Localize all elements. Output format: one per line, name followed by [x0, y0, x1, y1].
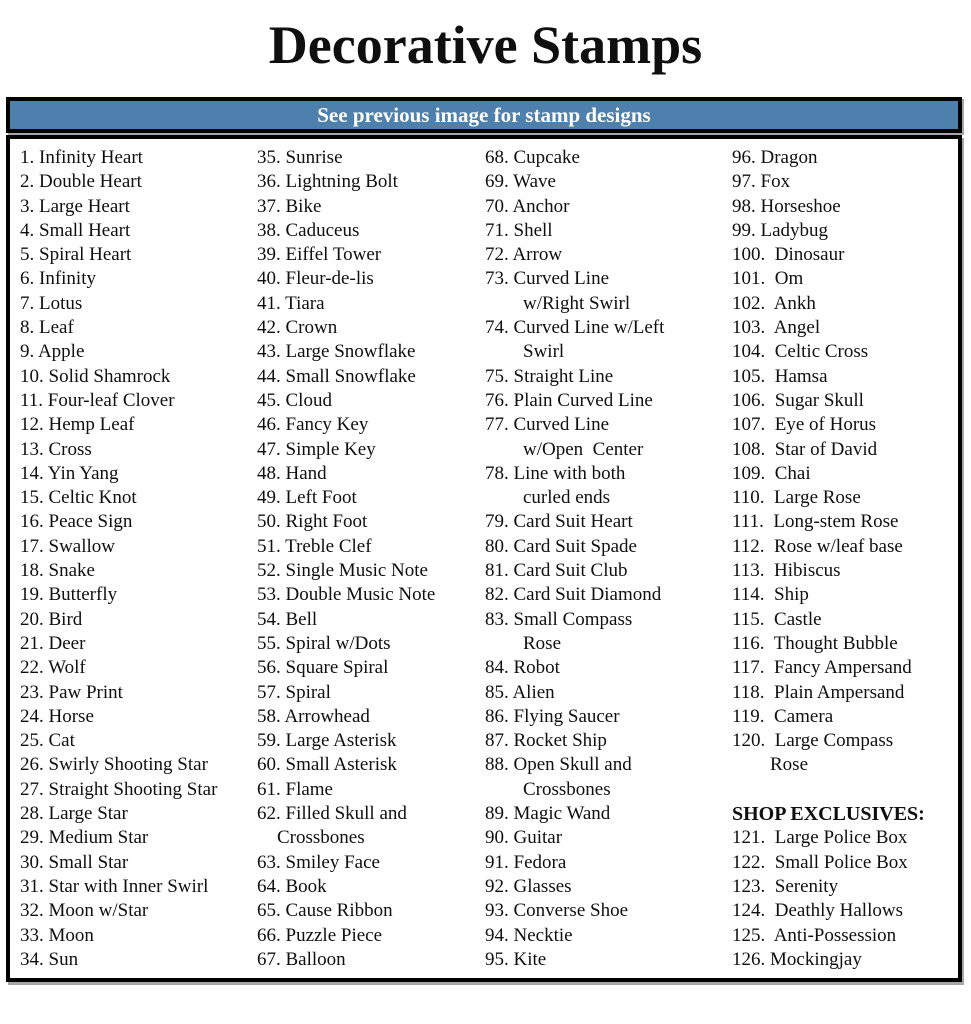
stamp-item-text: 11. Four-leaf Clover — [20, 389, 175, 411]
stamp-item-text: 53. Double Music Note — [257, 584, 436, 606]
stamp-item-text — [732, 778, 958, 802]
stamp-item — [257, 146, 485, 170]
stamp-item-continuation: Crossbones — [523, 778, 611, 800]
stamp-item-text: 68. Cupcake — [485, 147, 580, 168]
banner-text: See previous image for stamp designs — [317, 103, 651, 127]
stamp-item-text: 32. Moon w/Star — [20, 900, 149, 922]
stamp-item — [732, 243, 958, 267]
stamp-item — [485, 195, 732, 219]
stamp-item-text: 29. Medium Star — [20, 827, 149, 849]
stamp-item — [20, 389, 257, 413]
stamp-item — [20, 340, 257, 364]
stamp-item-text: 94. Necktie — [485, 924, 573, 946]
stamp-item-text: 18. Snake — [20, 560, 95, 582]
stamp-item — [485, 413, 732, 462]
stamp-item — [20, 413, 257, 437]
stamp-item — [20, 195, 257, 219]
stamp-item — [257, 753, 485, 777]
stamp-column-1 — [20, 146, 257, 972]
stamp-item-text: 75. Straight Line — [485, 365, 614, 387]
stamp-item-text: 7. Lotus — [20, 292, 83, 314]
stamp-item-text: 44. Small Snowflake — [257, 365, 416, 387]
stamp-item — [732, 608, 958, 632]
stamp-item-text: 23. Paw Print — [20, 681, 123, 703]
stamp-item — [257, 608, 485, 632]
stamp-item — [20, 438, 257, 462]
stamp-item-text: 4. Small Heart — [20, 219, 131, 241]
stamp-item-text: 35. Sunrise — [257, 147, 343, 168]
stamp-item — [485, 875, 732, 899]
stamp-item-text: 123. Serenity — [732, 875, 839, 897]
stamp-item-text: 34. Sun — [20, 948, 79, 970]
stamp-item — [732, 948, 958, 972]
stamp-item-text: 110. Large Rose — [732, 487, 861, 509]
stamp-item — [257, 875, 485, 899]
stamp-item — [732, 899, 958, 923]
stamp-item-text: 121. Large Police Box — [732, 827, 908, 849]
stamp-item-text: 22. Wolf — [20, 657, 86, 679]
stamp-item — [20, 608, 257, 632]
stamp-item — [485, 389, 732, 413]
stamp-item-text: 45. Cloud — [257, 389, 332, 411]
stamp-item-text: SHOP EXCLUSIVES: — [732, 803, 925, 826]
stamp-item — [20, 170, 257, 194]
stamp-item — [20, 875, 257, 899]
stamp-item — [20, 948, 257, 972]
stamp-item — [20, 778, 257, 802]
stamp-item — [485, 826, 732, 850]
stamp-item — [257, 462, 485, 486]
stamp-item — [732, 389, 958, 413]
stamp-item-text: 81. Card Suit Club — [485, 560, 628, 582]
stamp-item-text: 73. Curved Line — [485, 268, 610, 290]
banner — [6, 97, 962, 133]
stamp-item — [732, 851, 958, 875]
stamp-item-text: 82. Card Suit Diamond — [485, 584, 662, 606]
stamp-item — [257, 559, 485, 583]
stamp-item — [20, 146, 257, 170]
stamp-item-text: 125. Anti-Possession — [732, 924, 897, 946]
stamp-item — [20, 365, 257, 389]
stamp-item-text: 103. Angel — [732, 317, 821, 339]
stamp-item — [20, 243, 257, 267]
stamp-item — [257, 899, 485, 923]
stamp-item-text: 54. Bell — [257, 608, 318, 630]
stamp-item — [20, 899, 257, 923]
stamp-item-text: 63. Smiley Face — [257, 851, 380, 873]
stamp-item-text: 72. Arrow — [485, 244, 563, 266]
stamp-item — [257, 365, 485, 389]
stamp-item-text: 86. Flying Saucer — [485, 705, 620, 727]
stamp-item — [20, 656, 257, 680]
stamp-item — [257, 243, 485, 267]
stamp-item — [257, 535, 485, 559]
stamp-item-text: 27. Straight Shooting Star — [20, 778, 218, 800]
stamp-item-text: 112. Rose w/leaf base — [732, 535, 903, 557]
stamp-item-text: 105. Hamsa — [732, 365, 828, 387]
stamp-item — [485, 462, 732, 511]
stamp-item — [485, 316, 732, 365]
stamp-item — [732, 510, 958, 534]
stamp-item — [485, 729, 732, 753]
stamp-item-text: 5. Spiral Heart — [20, 244, 132, 266]
stamp-item-text: 116. Thought Bubble — [732, 632, 898, 654]
stamp-item-text: 47. Simple Key — [257, 438, 376, 460]
stamp-item — [732, 681, 958, 705]
stamp-item-text: 89. Magic Wand — [485, 803, 611, 825]
stamp-item — [732, 365, 958, 389]
stamp-item-text: 49. Left Foot — [257, 487, 357, 509]
stamp-item — [20, 535, 257, 559]
stamp-item-text: 70. Anchor — [485, 195, 570, 217]
stamp-item-text: 79. Card Suit Heart — [485, 511, 633, 533]
stamp-item — [732, 267, 958, 291]
stamp-item-text: 66. Puzzle Piece — [257, 924, 383, 946]
stamp-item-text: 88. Open Skull and — [485, 754, 632, 776]
stamp-item-text: 122. Small Police Box — [732, 851, 908, 873]
stamp-item — [732, 195, 958, 219]
stamp-item-text: 39. Eiffel Tower — [257, 244, 382, 266]
stamp-item-text: 91. Fedora — [485, 851, 567, 873]
stamp-item-text: 71. Shell — [485, 219, 553, 241]
stamp-item-text: 85. Alien — [485, 681, 555, 703]
stamp-item — [485, 802, 732, 826]
stamp-column-4 — [732, 146, 958, 972]
stamp-item-text: 24. Horse — [20, 705, 94, 727]
stamp-item-text: 26. Swirly Shooting Star — [20, 754, 208, 776]
stamp-item-text: 65. Cause Ribbon — [257, 900, 393, 922]
stamp-item-continuation: Swirl — [523, 341, 565, 363]
stamp-item-text: 6. Infinity — [20, 268, 96, 290]
stamp-item — [257, 656, 485, 680]
stamp-item — [485, 267, 732, 316]
stamp-item-text: 113. Hibiscus — [732, 560, 841, 582]
stamp-item — [485, 753, 732, 802]
stamp-item — [257, 316, 485, 340]
stamp-column-3 — [485, 146, 732, 972]
stamp-item-text: 99. Ladybug — [732, 219, 829, 241]
stamp-item — [485, 559, 732, 583]
stamp-item — [257, 292, 485, 316]
stamp-item — [20, 924, 257, 948]
stamp-item — [20, 219, 257, 243]
stamp-item-text: 90. Guitar — [485, 827, 563, 849]
stamp-item — [20, 705, 257, 729]
stamp-item — [732, 340, 958, 364]
stamp-item — [732, 924, 958, 948]
stamp-item — [485, 146, 732, 170]
stamp-item-text: 56. Square Spiral — [257, 657, 389, 679]
stamp-item — [20, 267, 257, 291]
stamp-item — [20, 729, 257, 753]
stamp-item-text: 74. Curved Line w/Left — [485, 317, 665, 339]
stamp-item-text: 87. Rocket Ship — [485, 730, 607, 752]
stamp-item-text: 119. Camera — [732, 705, 834, 727]
stamp-item — [257, 948, 485, 972]
stamp-item-text: 52. Single Music Note — [257, 560, 428, 582]
stamp-item — [732, 656, 958, 680]
stamp-item-text: 67. Balloon — [257, 948, 346, 970]
stamp-item-continuation: curled ends — [523, 487, 611, 509]
stamp-item-text: 15. Celtic Knot — [20, 487, 137, 509]
stamp-item-text: 19. Butterfly — [20, 584, 118, 606]
stamp-item-text: 109. Chai — [732, 462, 811, 484]
stamp-item — [485, 656, 732, 680]
stamp-item — [732, 219, 958, 243]
stamp-item — [732, 632, 958, 656]
stamp-list — [20, 146, 958, 972]
list-spacer — [732, 778, 958, 802]
stamp-item-text: 84. Robot — [485, 657, 560, 679]
stamp-item-text: 120. Large Compass — [732, 730, 894, 752]
stamp-item — [257, 705, 485, 729]
stamp-item — [732, 583, 958, 607]
stamp-item-continuation: Rose — [523, 632, 561, 654]
stamp-item-text: 93. Converse Shoe — [485, 900, 629, 922]
stamp-item-text: 78. Line with both — [485, 462, 626, 484]
stamp-item — [257, 219, 485, 243]
stamp-item-text: 40. Fleur-de-lis — [257, 268, 374, 290]
stamp-item — [732, 729, 958, 778]
stamp-list-box — [6, 135, 962, 982]
stamp-item-text: 104. Celtic Cross — [732, 341, 869, 363]
stamp-item — [20, 632, 257, 656]
stamp-item-text: 57. Spiral — [257, 681, 331, 703]
stamp-item-text: 37. Bike — [257, 195, 322, 217]
stamp-item — [20, 802, 257, 826]
stamp-item — [732, 875, 958, 899]
stamp-item — [257, 632, 485, 656]
stamp-item — [257, 924, 485, 948]
stamp-item-text: 38. Caduceus — [257, 219, 360, 241]
stamp-item-text: 28. Large Star — [20, 803, 128, 825]
stamp-item — [257, 438, 485, 462]
stamp-item-continuation: Crossbones — [277, 827, 365, 849]
stamp-item-text: 118. Plain Ampersand — [732, 681, 905, 703]
stamp-item — [20, 559, 257, 583]
stamp-item-text: 33. Moon — [20, 924, 94, 946]
stamp-item-text: 48. Hand — [257, 462, 327, 484]
stamp-item — [257, 729, 485, 753]
stamp-item — [257, 583, 485, 607]
stamp-item — [732, 535, 958, 559]
stamp-item — [485, 681, 732, 705]
stamp-item — [20, 316, 257, 340]
stamp-item-continuation: Rose — [770, 754, 808, 776]
stamp-item — [732, 486, 958, 510]
stamp-item-text: 114. Ship — [732, 584, 809, 606]
stamp-item-text: 3. Large Heart — [20, 195, 130, 217]
stamp-item — [732, 146, 958, 170]
stamp-item — [20, 510, 257, 534]
stamp-item-text: 58. Arrowhead — [257, 705, 370, 727]
stamp-item-text: 41. Tiara — [257, 292, 325, 314]
stamp-item — [20, 681, 257, 705]
stamp-item-text: 107. Eye of Horus — [732, 414, 877, 436]
stamp-item — [257, 267, 485, 291]
stamp-item — [257, 681, 485, 705]
stamp-item-text: 62. Filled Skull and — [257, 803, 407, 825]
stamp-item — [257, 389, 485, 413]
stamp-column-2 — [257, 146, 485, 972]
stamp-item-text: 83. Small Compass — [485, 608, 633, 630]
stamp-item-text: 64. Book — [257, 875, 327, 897]
stamp-item-text: 12. Hemp Leaf — [20, 414, 135, 436]
stamp-item — [732, 292, 958, 316]
stamp-item — [485, 608, 732, 657]
stamp-item — [257, 851, 485, 875]
stamp-item — [257, 802, 485, 851]
stamp-item — [257, 778, 485, 802]
stamp-item-text: 76. Plain Curved Line — [485, 389, 653, 411]
stamp-item — [257, 340, 485, 364]
stamp-item-text: 31. Star with Inner Swirl — [20, 875, 209, 897]
stamp-item-text: 20. Bird — [20, 608, 83, 630]
stamp-item — [485, 170, 732, 194]
stamp-item — [732, 316, 958, 340]
stamp-item — [20, 851, 257, 875]
stamp-item-text: 115. Castle — [732, 608, 822, 630]
stamp-item — [20, 753, 257, 777]
stamp-item-text: 106. Sugar Skull — [732, 389, 864, 411]
stamp-item-text: 1. Infinity Heart — [20, 147, 143, 168]
stamp-item — [485, 510, 732, 534]
stamp-item-text: 80. Card Suit Spade — [485, 535, 637, 557]
stamp-item-text: 77. Curved Line — [485, 414, 610, 436]
stamp-item-text: 2. Double Heart — [20, 171, 142, 193]
stamp-item — [20, 826, 257, 850]
stamp-item — [257, 413, 485, 437]
page-title: Decorative Stamps — [268, 15, 703, 75]
stamp-item-text: 36. Lightning Bolt — [257, 171, 398, 193]
stamp-item-text: 17. Swallow — [20, 535, 115, 557]
stamp-item — [732, 559, 958, 583]
stamp-item-text: 43. Large Snowflake — [257, 341, 416, 363]
stamp-item-text: 14. Yin Yang — [20, 462, 119, 484]
stamp-item-text: 42. Crown — [257, 317, 338, 339]
stamp-item — [732, 170, 958, 194]
stamp-item-text: 30. Small Star — [20, 851, 129, 873]
stamp-item — [485, 219, 732, 243]
stamp-item — [732, 462, 958, 486]
stamp-item-text: 61. Flame — [257, 778, 333, 800]
stamp-item-text: 59. Large Asterisk — [257, 730, 397, 752]
stamp-item — [485, 365, 732, 389]
stamp-item-text: 108. Star of David — [732, 438, 878, 460]
stamp-item-text: 100. Dinosaur — [732, 244, 845, 266]
stamp-item — [257, 170, 485, 194]
stamp-item — [485, 243, 732, 267]
stamp-item — [485, 899, 732, 923]
stamp-item — [485, 535, 732, 559]
stamp-item-text: 8. Leaf — [20, 317, 74, 339]
shop-exclusives-header — [732, 802, 958, 826]
stamp-item — [485, 583, 732, 607]
stamp-item — [485, 851, 732, 875]
stamp-item-text: 92. Glasses — [485, 875, 572, 897]
stamp-item — [485, 948, 732, 972]
stamp-item-text: 13. Cross — [20, 438, 92, 460]
stamp-item-text: 46. Fancy Key — [257, 414, 369, 436]
stamp-item-text: 111. Long-stem Rose — [732, 511, 899, 533]
stamp-item-text: 101. Om — [732, 268, 804, 290]
stamp-item-text: 25. Cat — [20, 730, 75, 752]
stamp-item — [485, 924, 732, 948]
stamp-item-text: 102. Ankh — [732, 292, 816, 314]
stamp-item-text: 96. Dragon — [732, 147, 818, 168]
stamp-item-text: 55. Spiral w/Dots — [257, 632, 391, 654]
stamp-item-text: 126. Mockingjay — [732, 948, 862, 970]
stamp-item-text: 21. Deer — [20, 632, 86, 654]
stamp-item-text: 10. Solid Shamrock — [20, 365, 171, 387]
stamp-item — [257, 195, 485, 219]
stamp-item — [20, 462, 257, 486]
stamp-item-text: 69. Wave — [485, 171, 556, 193]
stamp-item-text: 95. Kite — [485, 948, 547, 970]
stamp-item — [732, 438, 958, 462]
stamp-item-text: 9. Apple — [20, 341, 85, 363]
stamp-item-text: 51. Treble Clef — [257, 535, 372, 557]
stamp-item-text: 117. Fancy Ampersand — [732, 657, 912, 679]
stamp-item — [732, 413, 958, 437]
stamp-item-text: 60. Small Asterisk — [257, 754, 397, 776]
stamp-item-text: 97. Fox — [732, 171, 791, 193]
stamp-item — [20, 583, 257, 607]
stamp-item — [732, 705, 958, 729]
stamp-item-continuation: w/Right Swirl — [523, 292, 631, 314]
stamp-item-text: 16. Peace Sign — [20, 511, 133, 533]
stamp-item — [485, 705, 732, 729]
stamp-item — [257, 486, 485, 510]
stamp-item-text: 50. Right Foot — [257, 511, 368, 533]
stamp-item — [20, 292, 257, 316]
stamp-item-text: 124. Deathly Hallows — [732, 900, 903, 922]
stamp-item — [732, 826, 958, 850]
stamp-item-text: 98. Horseshoe — [732, 195, 841, 217]
stamp-item — [20, 486, 257, 510]
stamp-item — [257, 510, 485, 534]
stamp-item-continuation: w/Open Center — [523, 438, 644, 460]
